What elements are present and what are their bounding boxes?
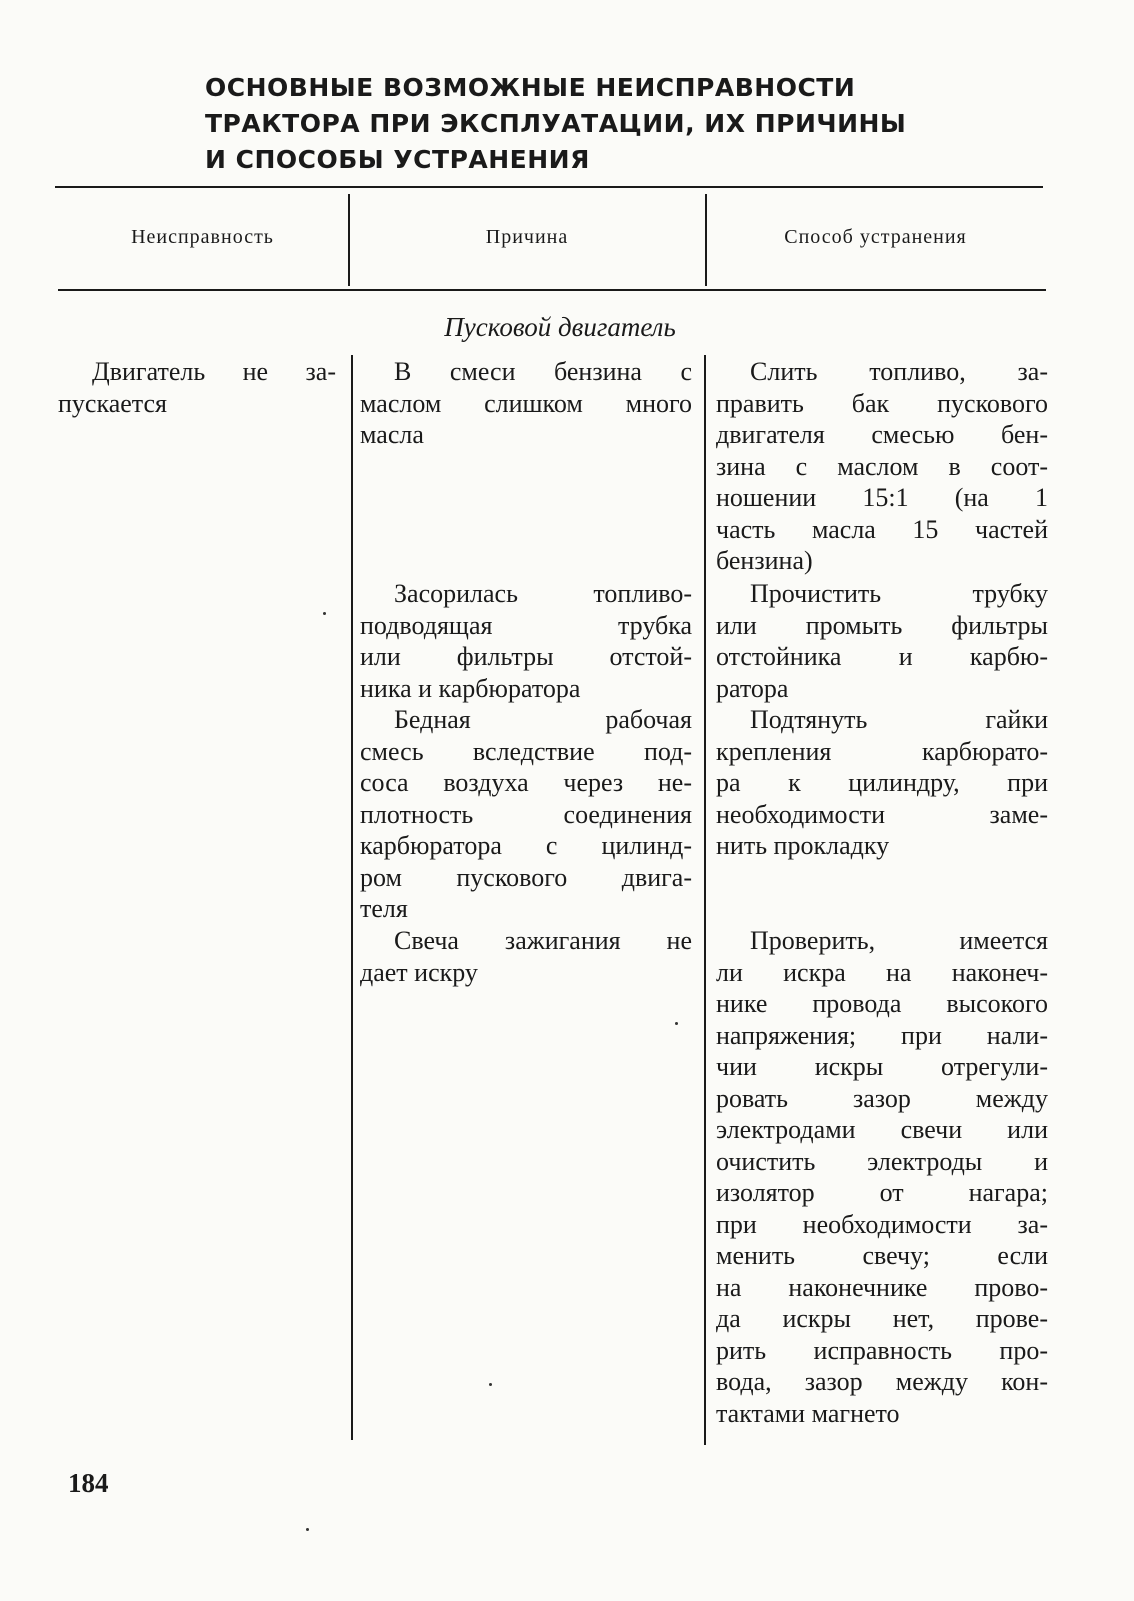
cell-line: зина с маслом в соот- [716,451,1048,481]
cell-line: дает искру [360,957,478,987]
cell-line: при необходимости за- [716,1209,1048,1239]
cell-line: на наконечнике прово- [716,1272,1048,1302]
cell-line: вода, зазор между кон- [716,1367,1048,1396]
cell-line: теля [360,894,408,923]
cell-line: чии искры отрегули- [716,1052,1048,1081]
cause-cell-3 [360,704,692,925]
page-title [205,70,1025,178]
fault-cell [58,356,336,419]
body-divider-2 [704,355,706,1445]
cell-line: необходимости заме- [716,799,1048,829]
cell-line: или фильтры отстой- [360,642,692,671]
cell-line: ром пускового двига- [360,862,692,892]
table-top-rule [55,186,1043,188]
cell-line: править бак пускового [716,388,1048,418]
cell-line: ника и карбюратора [360,673,581,703]
cell-line: Засорилась топливо- [394,579,692,608]
cell-line: электродами свечи или [716,1115,1048,1144]
cell-line: часть масла 15 частей [716,514,1048,544]
header-fault: Неисправность [131,226,274,248]
cell-line: Двигатель не за- [92,357,336,386]
cell-line: В смеси бензина с [394,357,692,386]
cell-line: карбюратора с цилинд- [360,831,692,860]
body-divider-1 [351,355,353,1440]
cell-line: рить исправность про- [716,1335,1048,1365]
remedy-cell-4 [716,925,1048,1429]
scan-speck [306,1528,309,1531]
cell-line: крепления карбюрато- [716,736,1048,766]
cell-line: Свеча зажигания не [394,926,692,955]
cell-line: соса воздуха через не- [360,768,692,797]
cell-line: Бедная рабочая [394,705,692,734]
cell-line: Прочистить трубку [750,579,1048,608]
cell-line: ли искра на наконеч- [716,957,1048,987]
cell-line: ровать зазор между [716,1083,1048,1113]
title-line-3: И СПОСОБЫ УСТРАНЕНИЯ [205,145,590,174]
cell-line: Подтянуть гайки [750,705,1048,734]
scan-speck [675,1022,678,1025]
header-cause: Причина [485,226,569,248]
cell-line: нить прокладку [716,831,890,860]
cell-line: напряжения; при нали- [716,1020,1048,1050]
cause-cell-1 [360,356,692,451]
cell-line: Проверить, имеется [750,926,1048,955]
scan-speck [489,1383,492,1386]
header-divider-1 [348,194,350,286]
cell-line: плотность соединения [360,799,692,829]
remedy-cell-3 [716,704,1048,862]
cell-line: отстойника и карбю- [716,642,1048,671]
remedy-cell-2 [716,578,1048,704]
cell-line: маслом слишком много [360,388,692,418]
cell-line: менить свечу; если [716,1241,1048,1270]
table-header-bottom-rule [58,289,1046,291]
cell-line: бензина) [716,546,813,575]
cell-line: изолятор от нагара; [716,1178,1048,1207]
cell-line: смесь вследствие под- [360,736,692,766]
remedy-cell-1 [716,356,1048,577]
cell-line: подводящая трубка [360,610,692,640]
cell-line: ра к цилиндру, при [716,768,1048,797]
cell-line: да искры нет, прове- [716,1304,1048,1333]
cell-line: тактами магнето [716,1398,900,1428]
cell-line: двигателя смесью бен- [716,420,1048,449]
scan-speck [323,612,326,615]
cell-line: очистить электроды и [716,1146,1048,1176]
cell-line: Слить топливо, за- [750,357,1048,386]
page-number: 184 [68,1468,109,1498]
cell-line: нике провода высокого [716,989,1048,1018]
header-remedy: Способ устранения [784,226,967,248]
header-divider-2 [705,194,707,286]
cell-line: масла [360,420,424,449]
cell-line: ратора [716,673,789,703]
cell-line: или промыть фильтры [716,610,1048,640]
cell-line: ношении 15:1 (на 1 [716,483,1048,512]
section-heading: Пусковой двигатель [444,312,676,342]
title-line-2: ТРАКТОРА ПРИ ЭКСПЛУАТАЦИИ, ИХ ПРИЧИНЫ [205,109,907,138]
cell-line: пускается [58,388,167,418]
title-line-1: ОСНОВНЫЕ ВОЗМОЖНЫЕ НЕИСПРАВНОСТИ [205,73,856,102]
cause-cell-4 [360,925,692,988]
cause-cell-2 [360,578,692,704]
